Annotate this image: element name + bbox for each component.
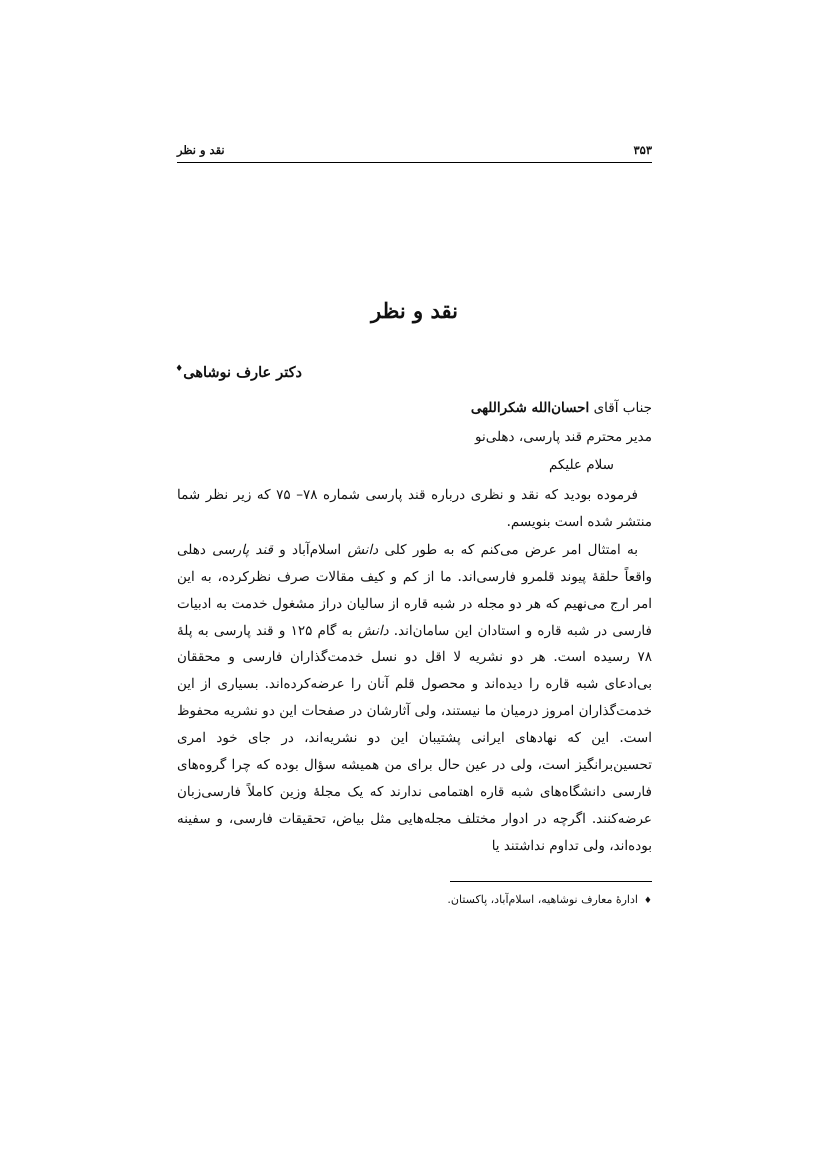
footnote-separator: [450, 881, 652, 882]
journal-title-danesh: دانش: [357, 622, 389, 639]
article-title: نقد و نظر: [371, 298, 458, 323]
running-header-section: نقد و نظر: [177, 143, 225, 157]
body-text-span: اسلام‌آباد و: [272, 541, 348, 558]
footnote-marker: ♦: [643, 896, 652, 906]
body-text-span: به گام ۱۲۵ و قند پارسی به پلهٔ ۷۸ رسیده است. هر دو نشریه لا اقل دو نسل خدمت‌گذاران فارسی و محققان بی‌ادعای شبه قاره را دیده‌اند و محصول قلم آنان را عرضه‌کرده‌اند. بسیاری از این خدمت‌گذاران امروز درمیان ما نیستند، ولی آثارشان در صفحات این دو نشریه محفوظ است. این که نهادهای ایرانی پشتیبان این دو نشریه‌اند، در جای خود امری تحسین‌برانگیز است، ولی در عین حال برای من همیشه سؤال بوده که چرا گروه‌های فارسی دانشگاه‌های شبه قاره اهتمامی ندارند که یک مجلهٔ وزین کاملاً فارسی‌زبان عرضه‌کنند. اگرچه در ادوار مختلف مجله‌هایی مثل بیاض، تحقیقات فارسی، و سفینه بوده‌اند، ولی تداوم نداشتند یا: [177, 622, 652, 854]
salutation-line: [177, 400, 652, 416]
running-header: [177, 140, 652, 163]
footnote: [447, 893, 652, 906]
recipient-name: احسان‌الله شکراللهی: [470, 400, 590, 416]
body-paragraph: [177, 537, 652, 860]
article-body: [177, 482, 652, 860]
author-name-text: دکتر عارف نوشاهی: [183, 364, 302, 381]
salutation-prefix: جناب آقای: [589, 400, 652, 416]
body-text-span: به امتثال امر عرض می‌کنم که به طور کلی: [378, 541, 638, 558]
footnote-text: ادارهٔ معارف نوشاهیه، اسلام‌آباد، پاکستان.: [447, 893, 638, 906]
journal-title-danesh: دانش: [347, 541, 379, 558]
body-text-span: دهلی واقعاً حلقهٔ پیوند قلمرو فارسی‌اند. ما از کم و کیف مقالات صرف نظرکرده، به این امر ارج می‌نهیم که هر دو مجله در شبه قاره از سالیان دراز مشغول خدمت به ادبیات فارسی در شبه قاره و استادان این سامان‌اند.: [177, 541, 652, 639]
editor-line: مدیر محترم قند پارسی، دهلی‌نو: [474, 429, 652, 445]
greeting-line: سلام علیکم: [548, 457, 614, 473]
author-footnote-marker: ♦: [175, 364, 184, 375]
author-name: [175, 364, 302, 381]
journal-title-qand-parsi: قند پارسی: [212, 541, 273, 558]
body-paragraph: فرموده بودید که نقد و نظری درباره قند پارسی شماره ۷۸– ۷۵ که زیر نظر شما منتشر شده است بنویسم.: [177, 487, 652, 530]
page-number: ۳۵۳: [633, 143, 652, 157]
